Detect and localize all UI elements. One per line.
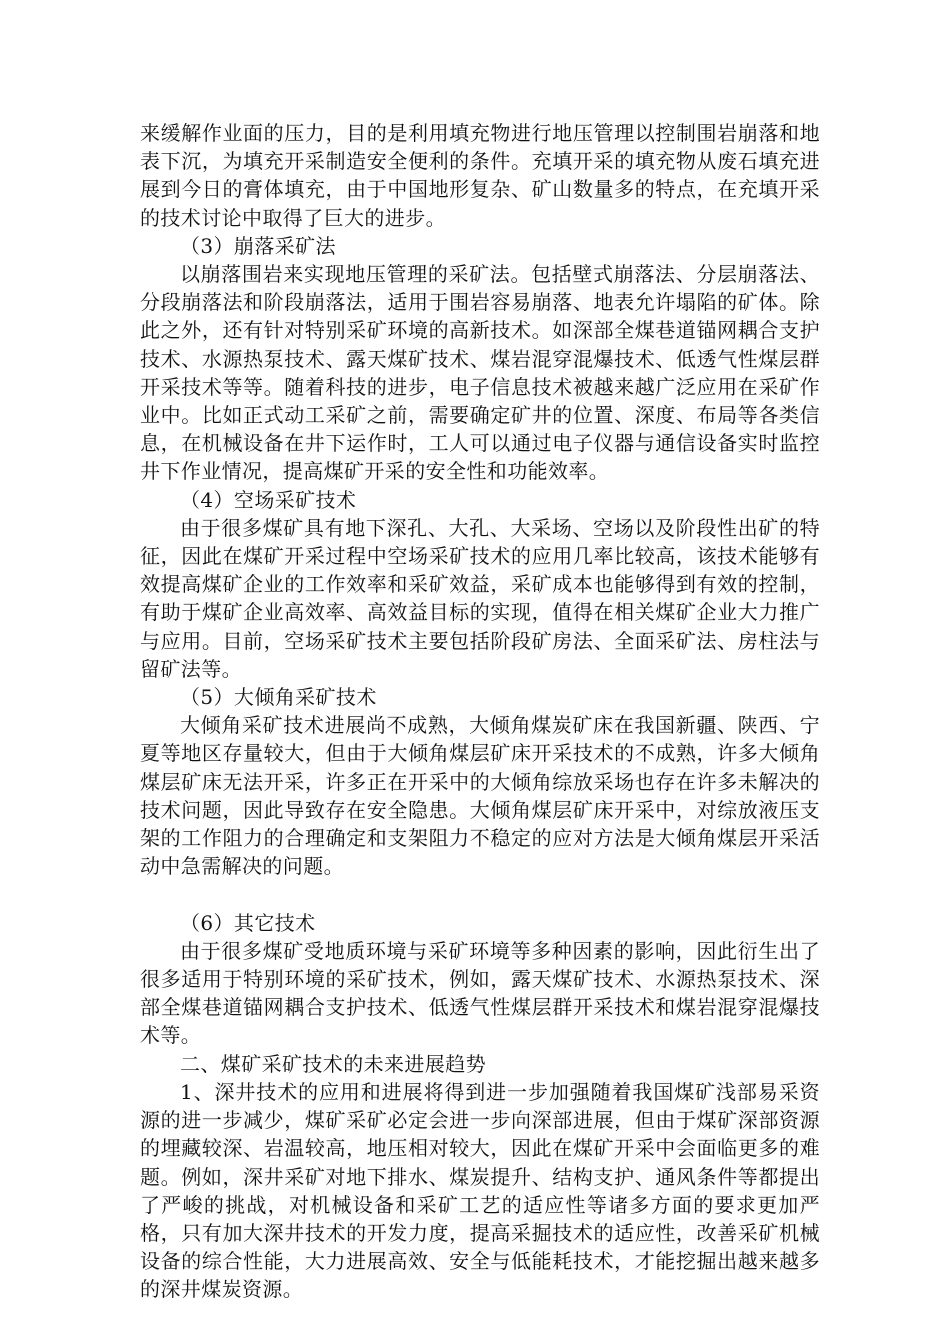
- paragraph-caving-method: 以崩落围岩来实现地压管理的采矿法。包括壁式崩落法、分层崩落法、分段崩落法和阶段崩落法，适用于围岩容易崩落、地表允许塌陷的矿体。除此之外，还有针对特别采矿环境的高新技术。如深部全煤巷道锚网耦合支护技术、水源热泵技术、露天煤矿技术、煤岩混穿混爆技术、低透气性煤层群开采技术等等。随着科技的进步，电子信息技术被越来越广泛应用在采矿作业中。比如正式动工采矿之前，需要确定矿井的位置、深度、布局等各类信息，在机械设备在井下运作时，工人可以通过电子仪器与通信设备实时监控井下作业情况，提高煤矿开采的安全性和功能效率。: [140, 262, 820, 484]
- paragraph-deep-well: 1、深井技术的应用和进展将得到进一步加强随着我国煤矿浅部易采资源的进一步减少，煤矿采矿必定会进一步向深部进展，但由于煤矿深部资源的埋藏较深、岩温较高，地压相对较大，因此在煤矿开采中会面临更多的难题。例如，深井采矿对地下排水、煤炭提升、结构支护、通风条件等都提出了严峻的挑战，对机械设备和采矿工艺的适应性等诸多方面的要求更加严格，只有加大深井技术的开发力度，提高采掘技术的适应性，改善采矿机械设备的综合性能，大力进展高效、安全与低能耗技术，才能挖掘出越来越多的深井煤炭资源。: [140, 1079, 820, 1302]
- section-heading-future-trends: 二、煤矿采矿技术的未来进展趋势: [180, 1051, 486, 1076]
- heading-open-stope: （4）空场采矿技术: [180, 487, 357, 512]
- blank-line: [140, 880, 820, 908]
- heading-caving-method: （3）崩落采矿法: [180, 233, 336, 258]
- paragraph-other-tech: 由于很多煤矿受地质环境与采矿环境等多种因素的影响，因此衍生出了很多适用于特别环境的采矿技术，例如，露天煤矿技术、水源热泵技术、深部全煤巷道锚网耦合支护技术、低透气性煤层群开采技术和煤岩混穿混爆技术等。: [140, 938, 820, 1048]
- document-page: [140, 119, 820, 1304]
- paragraph-open-stope: 由于很多煤矿具有地下深孔、大孔、大采场、空场以及阶段性出矿的特征，因此在煤矿开采过程中空场采矿技术的应用几率比较高，该技术能够有效提高煤矿企业的工作效率和采矿效益，采矿成本也能够得到有效的控制，有助于煤矿企业高效率、高效益目标的实现，值得在相关煤矿企业大力推广与应用。目前，空场采矿技术主要包括阶段矿房法、全面采矿法、房柱法与留矿法等。: [140, 515, 820, 681]
- heading-other-tech: （6）其它技术: [180, 910, 316, 935]
- paragraph-filling-method: 来缓解作业面的压力，目的是利用填充物进行地压管理以控制围岩崩落和地表下沉，为填充开采制造安全便利的条件。充填开采的填充物从废石填充进展到今日的膏体填充，由于中国地形复杂、矿山数量多的特点，在充填开采的技术讨论中取得了巨大的进步。: [140, 121, 820, 230]
- paragraph-steep-seam: 大倾角采矿技术进展尚不成熟，大倾角煤炭矿床在我国新疆、陕西、宁夏等地区存量较大，但由于大倾角煤层矿床开采技术的不成熟，许多大倾角煤层矿床无法开采，许多正在开采中的大倾角综放采场也存在许多未解决的技术问题，因此导致存在安全隐患。大倾角煤层矿床开采中，对综放液压支架的工作阻力的合理确定和支架阻力不稳定的应对方法是大倾角煤层开采活动中急需解决的问题。: [140, 713, 820, 879]
- heading-steep-seam: （5）大倾角采矿技术: [180, 685, 377, 710]
